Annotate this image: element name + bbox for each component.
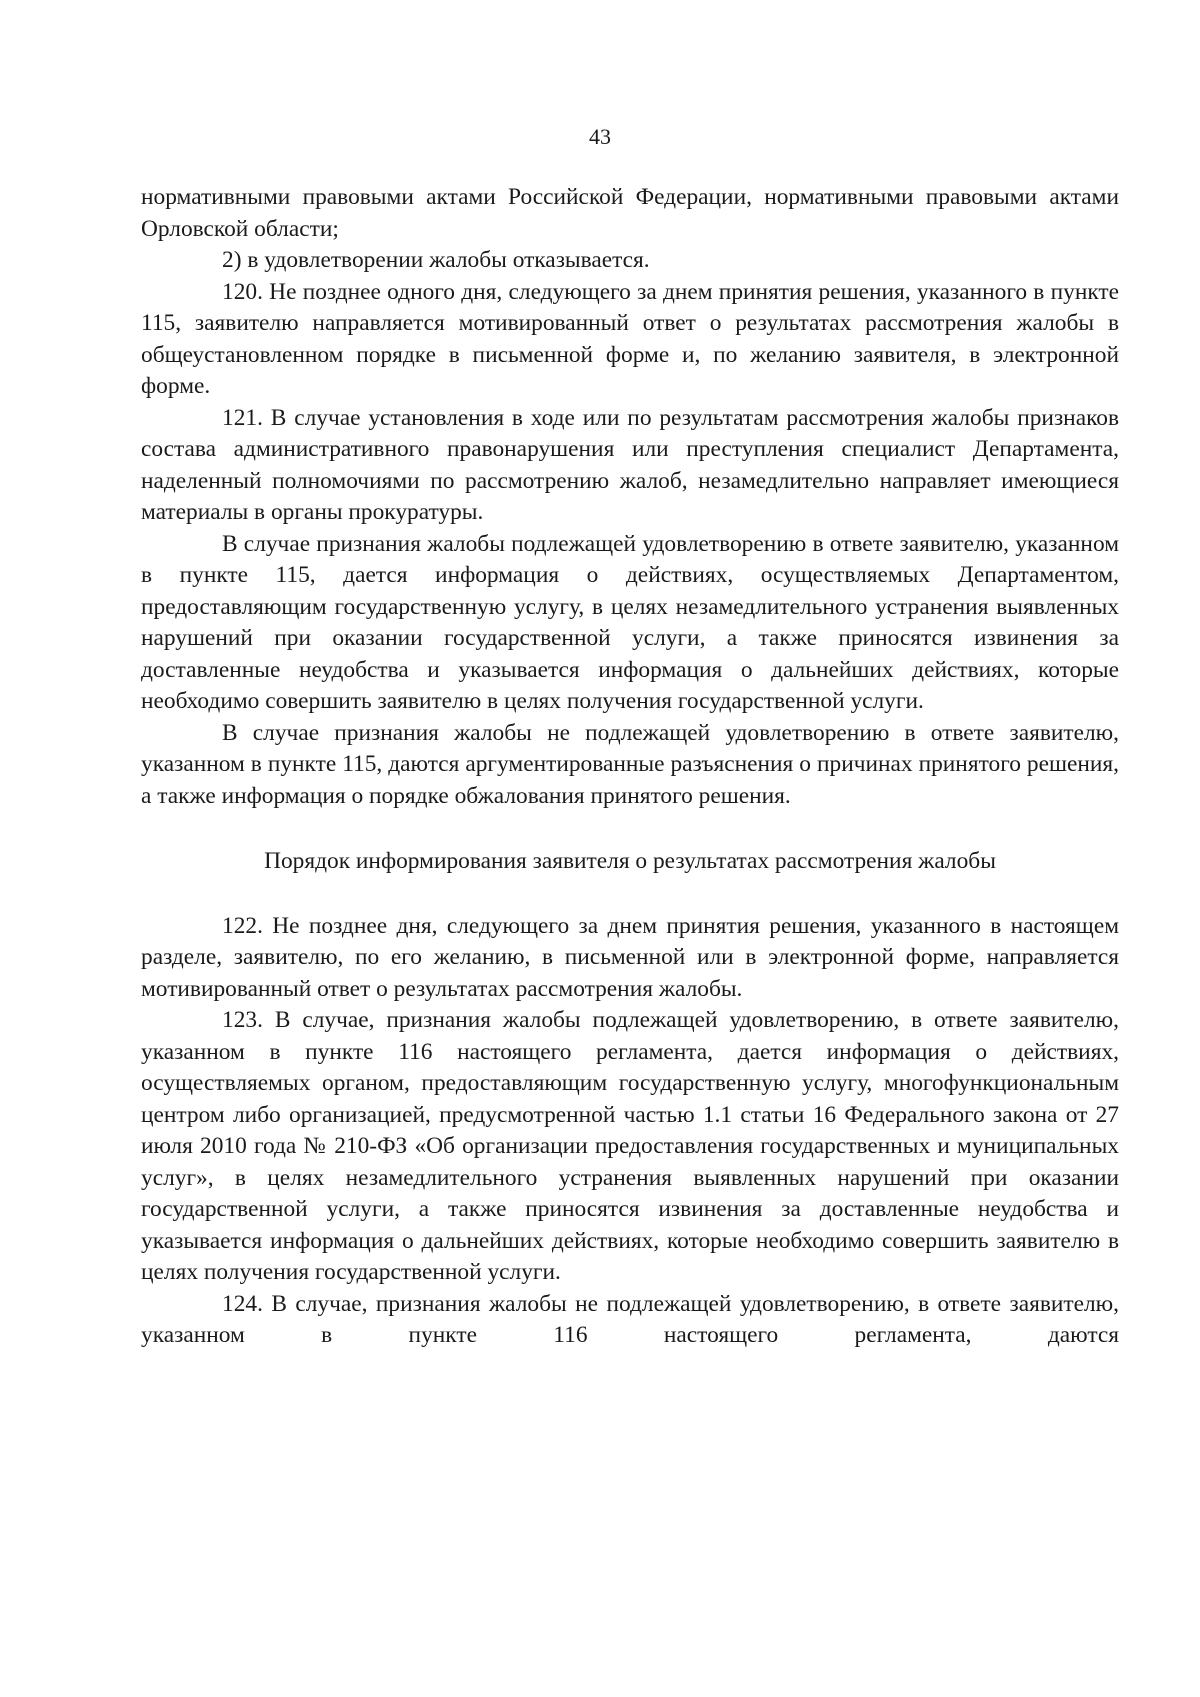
document-body xyxy=(141,182,1119,1352)
paragraph-120: 120. Не позднее одного дня, следующего за днем принятия решения, указанного в пункте 115, заявителю направляется мотивированный ответ о результатах рассмотрения жалобы в общеустановленном порядке в письменной форме и, по желанию заявителя, в электронной форме. xyxy=(141,278,1119,399)
paragraph-satisfied-complaint: В случае признания жалобы подлежащей удовлетворению в ответе заявителю, указанном в пункте 115, дается информация о действиях, осуществляемых Департаментом, предоставляющим государственную услугу, в целях незамедлительного устранения выявленных нарушений при оказании государственной услуги, а также приносятся извинения за доставленные неудобства и указывается информация о дальнейших действиях, которые необходимо совершить заявителю в целях получения государственной услуги. xyxy=(141,530,1119,714)
paragraph-list-item-2: 2) в удовлетворении жалобы отказывается. xyxy=(222,247,650,273)
paragraph-continuation: нормативными правовыми актами Российской Федерации, нормативными правовыми актами Орловской области; xyxy=(141,184,1119,242)
paragraph-123: 123. В случае, признания жалобы подлежащей удовлетворению, в ответе заявителю, указанном в пункте 116 настоящего регламента, дается информация о действиях, осуществляемых органом, предоставляющим государственную услугу, многофункциональным центром либо организацией, предусмотренной частью 1.1 статьи 16 Федерального закона от 27 июля 2010 года № 210-ФЗ «Об организации предоставления государственных и муниципальных услуг», в целях незамедлительного устранения выявленных нарушений при оказании государственной услуги, а также приносятся извинения за доставленные неудобства и указывается информация о дальнейших действиях, которые необходимо совершить заявителю в целях получения государственной услуги. xyxy=(141,1007,1119,1285)
paragraph-124: 124. В случае, признания жалобы не подлежащей удовлетворению, в ответе заявителю, указанном в пункте 116 настоящего регламента, даются xyxy=(141,1290,1119,1348)
paragraph-122: 122. Не позднее дня, следующего за днем принятия решения, указанного в настоящем разделе, заявителю, по его желанию, в письменной или в электронной форме, направляется мотивированный ответ о результатах рассмотрения жалобы. xyxy=(141,912,1119,1002)
paragraph-rejected-complaint: В случае признания жалобы не подлежащей удовлетворению в ответе заявителю, указанном в пункте 115, даются аргументированные разъяснения о причинах принятого решения, а также информация о порядке обжалования принятого решения. xyxy=(141,719,1119,809)
section-heading: Порядок информирования заявителя о результатах рассмотрения жалобы xyxy=(264,848,996,874)
page-number: 43 xyxy=(589,124,611,149)
paragraph-121: 121. В случае установления в ходе или по результатам рассмотрения жалобы признаков состава административного правонарушения или преступления специалист Департамента, наделенный полномочиями по рассмотрению жалоб, незамедлительно направляет имеющиеся материалы в органы прокуратуры. xyxy=(141,404,1119,525)
